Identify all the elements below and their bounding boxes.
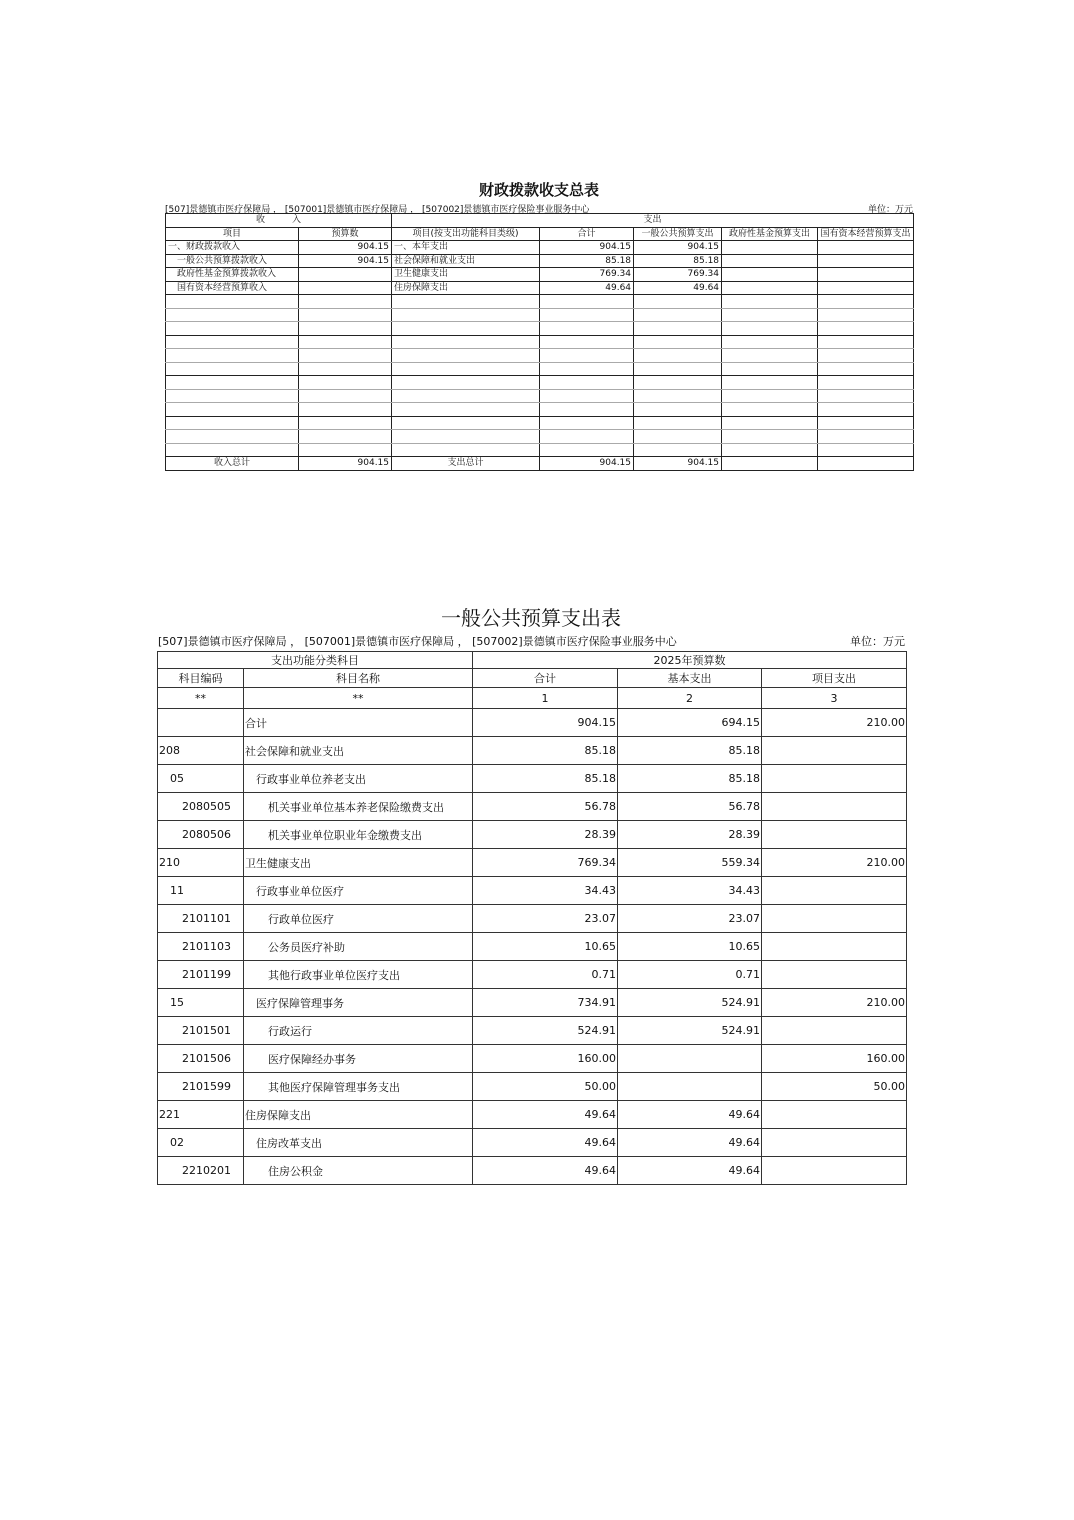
project-expense <box>762 905 907 933</box>
table-cell: 社会保障和就业支出 <box>392 254 540 268</box>
project-expense <box>762 737 907 765</box>
empty-cell <box>722 349 818 363</box>
empty-cell <box>818 335 914 349</box>
basic-expense: 524.91 <box>618 1017 762 1045</box>
empty-cell <box>818 295 914 309</box>
project-expense <box>762 1129 907 1157</box>
empty-cell <box>722 416 818 430</box>
subject-code <box>158 709 244 737</box>
table-row <box>158 1017 907 1045</box>
basic-expense: 10.65 <box>618 933 762 961</box>
empty-cell <box>166 308 299 322</box>
empty-cell <box>540 349 634 363</box>
empty-cell <box>818 308 914 322</box>
column-header: 预算数 <box>299 227 392 241</box>
project-expense <box>762 793 907 821</box>
total-amount: 49.64 <box>473 1129 618 1157</box>
column-header-row <box>166 227 914 241</box>
table-cell <box>299 281 392 295</box>
empty-row <box>166 403 914 417</box>
table-cell: 904.15 <box>634 241 722 255</box>
table1-subtitle: [507]景德镇市医疗保障局 ， [507001]景德镇市医疗保障局 ， [507002]景德镇市医疗保险事业服务中心 <box>165 205 590 215</box>
column-header: 国有资本经营预算支出 <box>818 227 914 241</box>
table2-title: 一般公共预算支出表 <box>441 606 621 630</box>
column-header: 合计 <box>540 227 634 241</box>
empty-row <box>166 295 914 309</box>
subject-name: 其他行政事业单位医疗支出 <box>244 961 473 989</box>
subject-name: 行政事业单位养老支出 <box>244 765 473 793</box>
empty-cell <box>722 308 818 322</box>
empty-cell <box>392 322 540 336</box>
table-row <box>158 1157 907 1185</box>
empty-row <box>166 416 914 430</box>
total-amount: 56.78 <box>473 793 618 821</box>
empty-cell <box>818 403 914 417</box>
table1-title: 财政拨款收支总表 <box>478 181 599 199</box>
empty-cell <box>166 349 299 363</box>
subject-name: 公务员医疗补助 <box>244 933 473 961</box>
subject-code: 05 <box>158 765 244 793</box>
empty-cell <box>818 362 914 376</box>
table-row <box>158 877 907 905</box>
table-cell: 政府性基金预算拨款收入 <box>166 268 299 282</box>
table-cell: 一般公共预算拨款收入 <box>166 254 299 268</box>
table-cell: 49.64 <box>540 281 634 295</box>
table-cell: 一、财政拨款收入 <box>166 241 299 255</box>
empty-cell <box>299 416 392 430</box>
total-amount: 49.64 <box>473 1101 618 1129</box>
basic-expense: 0.71 <box>618 961 762 989</box>
total-cell: 904.15 <box>540 457 634 471</box>
total-amount: 0.71 <box>473 961 618 989</box>
index-cell: ** <box>158 688 244 709</box>
empty-cell <box>818 322 914 336</box>
subject-code: 210 <box>158 849 244 877</box>
total-amount: 28.39 <box>473 821 618 849</box>
basic-expense: 49.64 <box>618 1157 762 1185</box>
table-row <box>158 961 907 989</box>
total-amount: 34.43 <box>473 877 618 905</box>
empty-cell <box>299 403 392 417</box>
table-cell: 住房保障支出 <box>392 281 540 295</box>
empty-cell <box>722 443 818 457</box>
empty-cell <box>540 295 634 309</box>
empty-cell <box>634 376 722 390</box>
total-amount: 23.07 <box>473 905 618 933</box>
empty-cell <box>540 362 634 376</box>
empty-cell <box>818 443 914 457</box>
empty-cell <box>166 430 299 444</box>
empty-cell <box>299 322 392 336</box>
empty-row <box>166 335 914 349</box>
project-expense <box>762 821 907 849</box>
table-cell: 85.18 <box>634 254 722 268</box>
expense-header: 支出 <box>392 214 914 228</box>
column-header-row <box>158 669 907 688</box>
empty-cell <box>818 430 914 444</box>
table-row <box>158 821 907 849</box>
total-cell: 收入总计 <box>166 457 299 471</box>
subject-code: 221 <box>158 1101 244 1129</box>
empty-cell <box>299 335 392 349</box>
total-cell: 904.15 <box>634 457 722 471</box>
project-expense: 50.00 <box>762 1073 907 1101</box>
table-cell <box>818 268 914 282</box>
column-header: 项目(按支出功能科目类级) <box>392 227 540 241</box>
project-expense: 210.00 <box>762 709 907 737</box>
basic-expense: 34.43 <box>618 877 762 905</box>
empty-cell <box>634 389 722 403</box>
table-row <box>158 737 907 765</box>
empty-cell <box>722 322 818 336</box>
table-cell: 904.15 <box>299 241 392 255</box>
column-header: 项目支出 <box>762 669 907 688</box>
project-expense <box>762 961 907 989</box>
empty-row <box>166 389 914 403</box>
empty-cell <box>634 362 722 376</box>
subject-name: 行政运行 <box>244 1017 473 1045</box>
table-row <box>158 1045 907 1073</box>
total-cell: 支出总计 <box>392 457 540 471</box>
empty-cell <box>392 416 540 430</box>
empty-cell <box>392 295 540 309</box>
table-row <box>166 268 914 282</box>
empty-cell <box>634 308 722 322</box>
index-cell: 1 <box>473 688 618 709</box>
subject-code: 2101199 <box>158 961 244 989</box>
empty-cell <box>299 295 392 309</box>
column-header: 一般公共预算支出 <box>634 227 722 241</box>
empty-cell <box>299 362 392 376</box>
empty-cell <box>166 322 299 336</box>
table-cell: 一、本年支出 <box>392 241 540 255</box>
subject-code: 208 <box>158 737 244 765</box>
table-cell <box>722 254 818 268</box>
empty-cell <box>166 389 299 403</box>
total-row <box>166 457 914 471</box>
subject-name: 医疗保障管理事务 <box>244 989 473 1017</box>
column-header: 科目名称 <box>244 669 473 688</box>
table-row <box>158 793 907 821</box>
table-row <box>166 254 914 268</box>
subject-code: 2101101 <box>158 905 244 933</box>
index-cell: 2 <box>618 688 762 709</box>
column-header: 科目编码 <box>158 669 244 688</box>
table-row <box>158 849 907 877</box>
empty-cell <box>722 389 818 403</box>
total-amount: 734.91 <box>473 989 618 1017</box>
empty-cell <box>540 389 634 403</box>
empty-cell <box>722 362 818 376</box>
table-cell: 卫生健康支出 <box>392 268 540 282</box>
empty-cell <box>392 308 540 322</box>
subject-code: 2101599 <box>158 1073 244 1101</box>
empty-cell <box>634 416 722 430</box>
total-amount: 50.00 <box>473 1073 618 1101</box>
budget-year-header: 2025年预算数 <box>473 652 907 669</box>
empty-cell <box>392 376 540 390</box>
empty-cell <box>166 403 299 417</box>
empty-cell <box>392 389 540 403</box>
subject-code: 02 <box>158 1129 244 1157</box>
table-row <box>158 1101 907 1129</box>
empty-cell <box>299 349 392 363</box>
function-classification-header: 支出功能分类科目 <box>158 652 473 669</box>
project-expense <box>762 1101 907 1129</box>
empty-cell <box>392 362 540 376</box>
group-header-row <box>158 652 907 669</box>
total-amount: 904.15 <box>473 709 618 737</box>
empty-cell <box>634 443 722 457</box>
empty-row <box>166 308 914 322</box>
empty-cell <box>166 416 299 430</box>
basic-expense <box>618 1073 762 1101</box>
table-cell: 769.34 <box>634 268 722 282</box>
table-cell: 85.18 <box>540 254 634 268</box>
empty-cell <box>540 322 634 336</box>
table-row <box>166 281 914 295</box>
empty-cell <box>299 376 392 390</box>
basic-expense: 49.64 <box>618 1129 762 1157</box>
empty-row <box>166 349 914 363</box>
empty-cell <box>540 430 634 444</box>
subject-code: 2101506 <box>158 1045 244 1073</box>
fiscal-summary-table <box>165 213 914 471</box>
table-row <box>166 241 914 255</box>
column-header: 合计 <box>473 669 618 688</box>
subject-name: 行政事业单位医疗 <box>244 877 473 905</box>
empty-cell <box>818 349 914 363</box>
subject-name: 合计 <box>244 709 473 737</box>
empty-cell <box>540 443 634 457</box>
basic-expense <box>618 1045 762 1073</box>
table-cell <box>722 281 818 295</box>
table-row <box>158 1129 907 1157</box>
index-row <box>158 688 907 709</box>
income-header: 收 入 <box>166 214 392 228</box>
basic-expense: 56.78 <box>618 793 762 821</box>
total-amount: 85.18 <box>473 737 618 765</box>
empty-cell <box>392 349 540 363</box>
empty-cell <box>722 376 818 390</box>
subject-name: 医疗保障经办事务 <box>244 1045 473 1073</box>
table-row <box>158 989 907 1017</box>
empty-cell <box>166 443 299 457</box>
subject-code: 2101501 <box>158 1017 244 1045</box>
subject-name: 住房保障支出 <box>244 1101 473 1129</box>
project-expense <box>762 877 907 905</box>
empty-cell <box>392 335 540 349</box>
table-cell: 49.64 <box>634 281 722 295</box>
empty-row <box>166 376 914 390</box>
table2-subtitle: [507]景德镇市医疗保障局 ， [507001]景德镇市医疗保障局 ， [507002]景德镇市医疗保险事业服务中心 <box>158 635 677 648</box>
empty-cell <box>634 322 722 336</box>
basic-expense: 28.39 <box>618 821 762 849</box>
empty-cell <box>818 376 914 390</box>
project-expense <box>762 933 907 961</box>
group-header-row <box>166 214 914 228</box>
empty-cell <box>166 335 299 349</box>
empty-cell <box>392 430 540 444</box>
table-row <box>158 933 907 961</box>
empty-cell <box>299 443 392 457</box>
empty-cell <box>299 389 392 403</box>
table-row <box>158 709 907 737</box>
basic-expense: 85.18 <box>618 737 762 765</box>
project-expense: 210.00 <box>762 849 907 877</box>
table-row <box>158 905 907 933</box>
empty-cell <box>634 295 722 309</box>
table2-unit: 单位：万元 <box>850 635 905 648</box>
empty-cell <box>166 362 299 376</box>
project-expense: 160.00 <box>762 1045 907 1073</box>
subject-code: 2101103 <box>158 933 244 961</box>
table-cell <box>818 281 914 295</box>
subject-code: 2080506 <box>158 821 244 849</box>
subject-code: 11 <box>158 877 244 905</box>
empty-cell <box>722 295 818 309</box>
total-cell: 904.15 <box>299 457 392 471</box>
subject-name: 卫生健康支出 <box>244 849 473 877</box>
empty-row <box>166 443 914 457</box>
total-amount: 49.64 <box>473 1157 618 1185</box>
subject-name: 社会保障和就业支出 <box>244 737 473 765</box>
empty-cell <box>722 403 818 417</box>
general-budget-expense-table <box>157 651 907 1185</box>
basic-expense: 23.07 <box>618 905 762 933</box>
subject-name: 行政单位医疗 <box>244 905 473 933</box>
table-row <box>158 765 907 793</box>
total-amount: 769.34 <box>473 849 618 877</box>
empty-cell <box>166 295 299 309</box>
empty-cell <box>818 389 914 403</box>
table-cell <box>722 241 818 255</box>
empty-cell <box>540 403 634 417</box>
empty-cell <box>540 335 634 349</box>
project-expense <box>762 1017 907 1045</box>
empty-cell <box>540 376 634 390</box>
basic-expense: 694.15 <box>618 709 762 737</box>
subject-name: 机关事业单位基本养老保险缴费支出 <box>244 793 473 821</box>
total-amount: 85.18 <box>473 765 618 793</box>
table-cell <box>299 268 392 282</box>
empty-cell <box>634 403 722 417</box>
column-header: 项目 <box>166 227 299 241</box>
total-amount: 160.00 <box>473 1045 618 1073</box>
subject-code: 15 <box>158 989 244 1017</box>
empty-cell <box>299 430 392 444</box>
table-cell: 769.34 <box>540 268 634 282</box>
empty-cell <box>634 430 722 444</box>
index-cell: ** <box>244 688 473 709</box>
empty-cell <box>818 416 914 430</box>
empty-cell <box>392 443 540 457</box>
empty-cell <box>540 416 634 430</box>
empty-cell <box>299 308 392 322</box>
project-expense <box>762 765 907 793</box>
empty-row <box>166 430 914 444</box>
total-amount: 524.91 <box>473 1017 618 1045</box>
empty-cell <box>392 403 540 417</box>
basic-expense: 559.34 <box>618 849 762 877</box>
empty-row <box>166 322 914 336</box>
subject-name: 机关事业单位职业年金缴费支出 <box>244 821 473 849</box>
project-expense <box>762 1157 907 1185</box>
table-cell <box>818 241 914 255</box>
table-cell: 904.15 <box>540 241 634 255</box>
empty-cell <box>634 335 722 349</box>
column-header: 基本支出 <box>618 669 762 688</box>
table-cell <box>722 268 818 282</box>
table-row <box>158 1073 907 1101</box>
project-expense: 210.00 <box>762 989 907 1017</box>
index-cell: 3 <box>762 688 907 709</box>
empty-cell <box>166 376 299 390</box>
table-cell: 904.15 <box>299 254 392 268</box>
table1-unit: 单位：万元 <box>867 205 913 215</box>
empty-cell <box>722 430 818 444</box>
basic-expense: 85.18 <box>618 765 762 793</box>
empty-cell <box>540 308 634 322</box>
empty-cell <box>634 349 722 363</box>
table-cell: 国有资本经营预算收入 <box>166 281 299 295</box>
empty-row <box>166 362 914 376</box>
basic-expense: 49.64 <box>618 1101 762 1129</box>
subject-name: 住房公积金 <box>244 1157 473 1185</box>
table-cell <box>818 254 914 268</box>
subject-code: 2210201 <box>158 1157 244 1185</box>
total-cell <box>722 457 818 471</box>
total-amount: 10.65 <box>473 933 618 961</box>
basic-expense: 524.91 <box>618 989 762 1017</box>
column-header: 政府性基金预算支出 <box>722 227 818 241</box>
total-cell <box>818 457 914 471</box>
subject-name: 住房改革支出 <box>244 1129 473 1157</box>
empty-cell <box>722 335 818 349</box>
subject-code: 2080505 <box>158 793 244 821</box>
subject-name: 其他医疗保障管理事务支出 <box>244 1073 473 1101</box>
